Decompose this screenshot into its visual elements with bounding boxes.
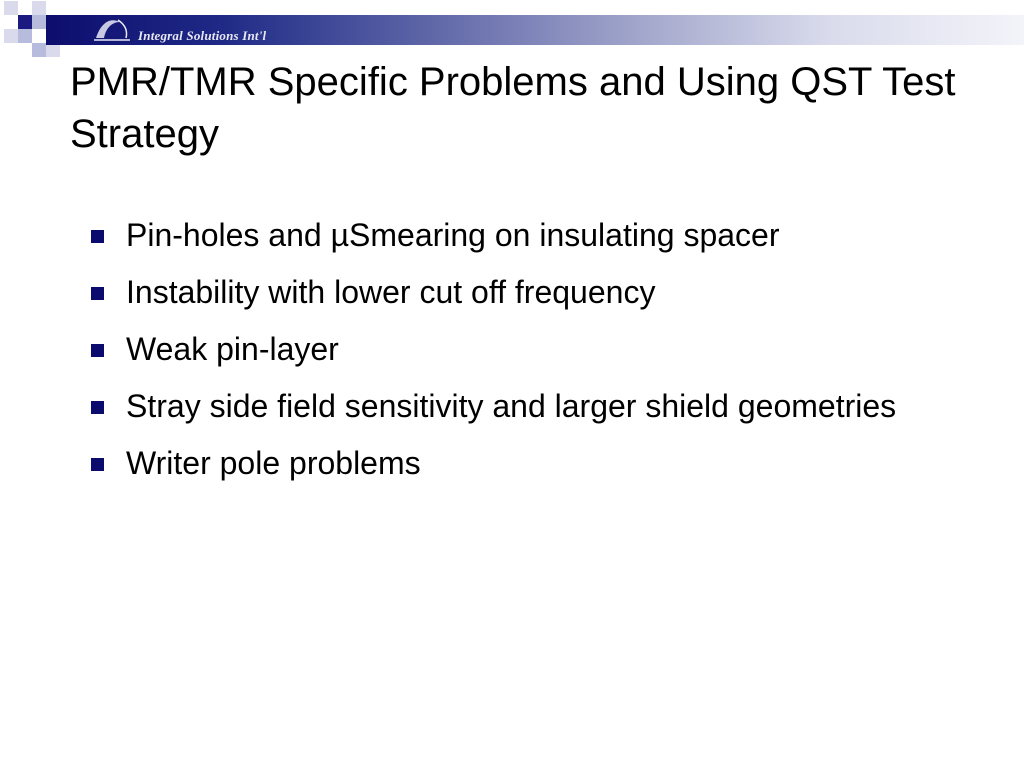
slide-title: PMR/TMR Specific Problems and Using QST Test Strategy (70, 60, 956, 156)
bullet-text: Instability with lower cut off frequency (126, 274, 656, 310)
bullet-text: Writer pole problems (126, 445, 421, 481)
square-bullet-icon (91, 230, 104, 243)
square-bullet-icon (91, 458, 104, 471)
decor-square (32, 15, 46, 29)
decor-square (4, 29, 18, 43)
decor-square (46, 43, 60, 57)
bullet-text: Stray side field sensitivity and larger shield geometries (126, 388, 897, 424)
square-bullet-icon (91, 401, 104, 414)
decor-square (18, 29, 32, 43)
company-logo-icon (92, 16, 134, 44)
list-item (88, 383, 968, 429)
decor-square (18, 15, 32, 29)
square-bullet-icon (91, 287, 104, 300)
list-item (88, 326, 968, 372)
decor-square (32, 1, 46, 15)
list-item (88, 440, 968, 486)
bullet-text: Pin-holes and µSmearing on insulating spacer (126, 217, 780, 253)
company-name: Integral Solutions Int'l (138, 28, 267, 43)
bullet-text: Weak pin-layer (126, 331, 339, 367)
decor-square (4, 1, 18, 15)
bullet-list (88, 212, 968, 497)
decor-square (32, 43, 46, 57)
list-item (88, 212, 968, 258)
list-item (88, 269, 968, 315)
logo-letters: ISI (106, 29, 116, 38)
square-bullet-icon (91, 344, 104, 357)
